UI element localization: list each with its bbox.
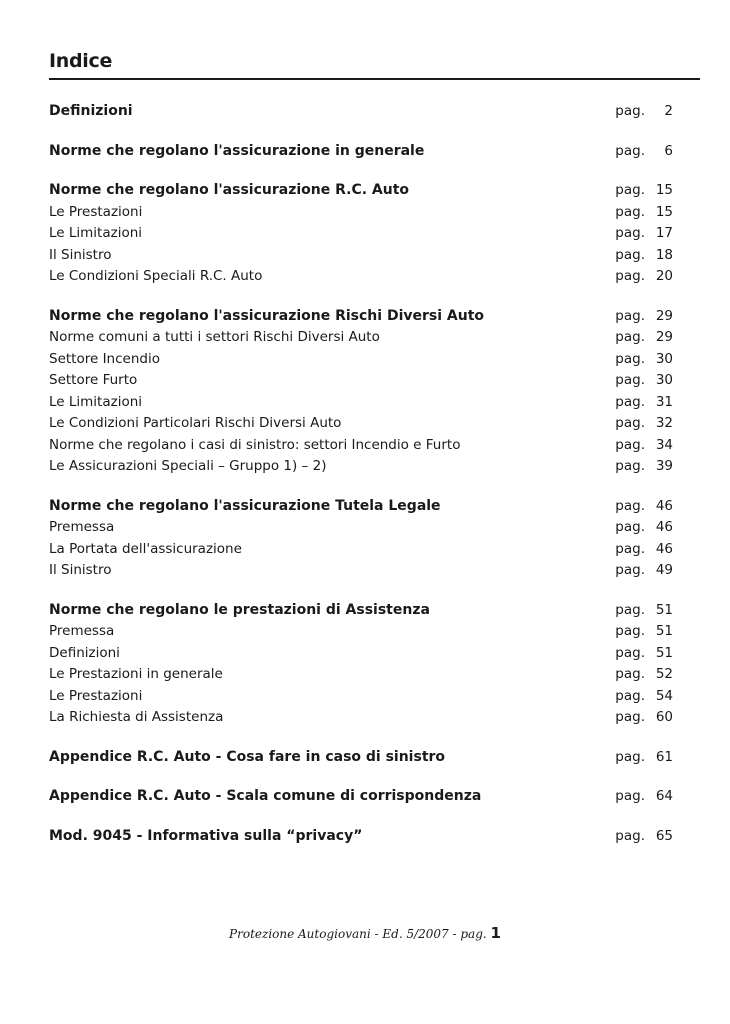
toc-entry[interactable] xyxy=(49,560,673,582)
footer-page-number: 1 xyxy=(490,924,501,942)
toc-page-number: 46 xyxy=(655,519,673,535)
toc-entry[interactable] xyxy=(49,370,673,392)
toc-page-number: 65 xyxy=(655,827,673,844)
toc-page-number: 32 xyxy=(655,415,673,431)
toc-page-number: 18 xyxy=(655,246,673,263)
toc-page-number: 20 xyxy=(655,268,673,284)
toc-section-heading[interactable] xyxy=(49,101,673,123)
toc-page-prefix: pag. xyxy=(615,350,645,367)
toc-page-prefix: pag. xyxy=(615,372,645,388)
toc-page-prefix: pag. xyxy=(615,827,645,844)
footer-text: Protezione Autogiovani - Ed. 5/2007 - pag. xyxy=(229,927,487,941)
toc-page-prefix: pag. xyxy=(615,203,645,220)
toc-entry-label: Le Limitazioni xyxy=(49,393,143,410)
toc-group xyxy=(49,101,673,123)
toc-page-number: 39 xyxy=(655,458,673,474)
toc-page-number: 30 xyxy=(655,372,673,388)
title-rule xyxy=(49,78,700,80)
toc-page-number: 30 xyxy=(655,350,673,367)
toc-entry-label: Le Assicurazioni Speciali – Gruppo 1) – 2) xyxy=(49,458,327,474)
toc-page-number: 15 xyxy=(655,203,673,220)
toc-entry-label: Norme comuni a tutti i settori Rischi Diversi Auto xyxy=(49,329,380,345)
toc-entry-label: Definizioni xyxy=(49,644,120,661)
toc-entry-label: Norme che regolano l'assicurazione R.C. Auto xyxy=(49,182,410,198)
toc-entry-label: Settore Incendio xyxy=(49,350,160,367)
toc-entry-label: Le Condizioni Speciali R.C. Auto xyxy=(49,268,263,284)
toc-entry-label: Appendice R.C. Auto - Scala comune di corrispondenza xyxy=(49,788,482,804)
toc-page-prefix: pag. xyxy=(615,182,645,198)
toc-page-number: 17 xyxy=(655,225,673,241)
toc-entry[interactable] xyxy=(49,349,673,371)
toc-entry-label: Norme che regolano l'assicurazione in generale xyxy=(49,142,425,159)
toc-page-number: 46 xyxy=(655,497,673,514)
toc-page-prefix: pag. xyxy=(615,788,645,804)
toc-page-prefix: pag. xyxy=(615,562,645,578)
toc-entry[interactable] xyxy=(49,266,673,288)
toc-page-prefix: pag. xyxy=(615,415,645,431)
toc-entry[interactable] xyxy=(49,643,673,665)
toc-page-number: 54 xyxy=(655,687,673,704)
toc-page-prefix: pag. xyxy=(615,601,645,618)
toc-page-number: 51 xyxy=(655,601,673,618)
toc-page-prefix: pag. xyxy=(615,246,645,263)
toc-entry[interactable] xyxy=(49,245,673,267)
toc-group xyxy=(49,747,673,769)
toc-section-heading[interactable] xyxy=(49,496,673,518)
toc-page-prefix: pag. xyxy=(615,497,645,514)
toc-page-prefix: pag. xyxy=(615,142,645,159)
toc-page-number: 52 xyxy=(655,666,673,682)
toc-page-prefix: pag. xyxy=(615,709,645,725)
page-footer xyxy=(0,924,730,942)
toc-entry-label: Il Sinistro xyxy=(49,246,112,263)
toc-group xyxy=(49,180,673,288)
toc-section-heading[interactable] xyxy=(49,141,673,163)
toc-section-heading[interactable] xyxy=(49,306,673,328)
toc-page-number: 29 xyxy=(655,307,673,324)
toc-entry-label: Le Prestazioni xyxy=(49,203,143,220)
toc-page-number: 64 xyxy=(655,788,673,804)
toc-entry[interactable] xyxy=(49,621,673,643)
table-of-contents xyxy=(49,101,673,865)
toc-entry-label: Le Condizioni Particolari Rischi Diversi Auto xyxy=(49,415,342,431)
toc-section-heading[interactable] xyxy=(49,747,673,769)
toc-page-number: 6 xyxy=(664,142,673,159)
toc-page-prefix: pag. xyxy=(615,225,645,241)
toc-page-prefix: pag. xyxy=(615,268,645,284)
toc-entry[interactable] xyxy=(49,686,673,708)
toc-entry-label: Norme che regolano le prestazioni di Assistenza xyxy=(49,601,430,618)
toc-section-heading[interactable] xyxy=(49,826,673,848)
toc-entry-label: Norme che regolano l'assicurazione Rischi Diversi Auto xyxy=(49,307,485,324)
toc-page-prefix: pag. xyxy=(615,307,645,324)
toc-section-heading[interactable] xyxy=(49,600,673,622)
toc-page-number: 61 xyxy=(655,748,673,765)
toc-group xyxy=(49,306,673,478)
toc-entry[interactable] xyxy=(49,664,673,686)
page-title: Indice xyxy=(49,50,113,72)
toc-section-heading[interactable] xyxy=(49,786,673,808)
toc-entry-label: Settore Furto xyxy=(49,372,138,388)
toc-entry-label: Definizioni xyxy=(49,103,133,119)
toc-entry-label: Il Sinistro xyxy=(49,562,112,578)
toc-entry[interactable] xyxy=(49,392,673,414)
toc-entry-label: Norme che regolano i casi di sinistro: settori Incendio e Furto xyxy=(49,436,461,453)
toc-entry-label: Le Prestazioni xyxy=(49,687,143,704)
toc-entry-label: La Portata dell'assicurazione xyxy=(49,540,242,557)
toc-entry-label: Premessa xyxy=(49,623,115,639)
toc-entry-label: Mod. 9045 - Informativa sulla “privacy” xyxy=(49,827,363,844)
toc-entry[interactable] xyxy=(49,707,673,729)
toc-page-prefix: pag. xyxy=(615,644,645,661)
toc-page-prefix: pag. xyxy=(615,458,645,474)
toc-entry-label: Le Prestazioni in generale xyxy=(49,666,223,682)
toc-entry-label: Appendice R.C. Auto - Cosa fare in caso di sinistro xyxy=(49,748,446,765)
toc-page-prefix: pag. xyxy=(615,666,645,682)
toc-page-number: 29 xyxy=(655,329,673,345)
toc-page-number: 34 xyxy=(655,436,673,453)
toc-entry[interactable] xyxy=(49,456,673,478)
toc-entry[interactable] xyxy=(49,539,673,561)
toc-page-number: 51 xyxy=(655,644,673,661)
toc-page-number: 51 xyxy=(655,623,673,639)
toc-page-number: 15 xyxy=(655,182,673,198)
toc-section-heading[interactable] xyxy=(49,180,673,202)
toc-entry[interactable] xyxy=(49,327,673,349)
toc-page-prefix: pag. xyxy=(615,748,645,765)
toc-page-prefix: pag. xyxy=(615,329,645,345)
toc-entry-label: Le Limitazioni xyxy=(49,225,143,241)
toc-group xyxy=(49,600,673,729)
toc-entry[interactable] xyxy=(49,517,673,539)
toc-page-number: 49 xyxy=(655,562,673,578)
toc-entry[interactable] xyxy=(49,413,673,435)
toc-group xyxy=(49,496,673,582)
toc-group xyxy=(49,826,673,848)
toc-page-prefix: pag. xyxy=(615,436,645,453)
toc-entry[interactable] xyxy=(49,223,673,245)
toc-group xyxy=(49,786,673,808)
toc-page-number: 31 xyxy=(655,393,673,410)
toc-page-prefix: pag. xyxy=(615,540,645,557)
toc-page-number: 60 xyxy=(655,709,673,725)
toc-page-number: 46 xyxy=(655,540,673,557)
toc-entry[interactable] xyxy=(49,435,673,457)
toc-group xyxy=(49,141,673,163)
toc-page-prefix: pag. xyxy=(615,687,645,704)
toc-entry-label: Norme che regolano l'assicurazione Tutela Legale xyxy=(49,497,441,514)
toc-page-prefix: pag. xyxy=(615,623,645,639)
toc-page-prefix: pag. xyxy=(615,393,645,410)
toc-entry[interactable] xyxy=(49,202,673,224)
toc-entry-label: La Richiesta di Assistenza xyxy=(49,709,224,725)
toc-page-number: 2 xyxy=(664,103,673,119)
toc-page-prefix: pag. xyxy=(615,103,645,119)
toc-entry-label: Premessa xyxy=(49,519,115,535)
toc-page-prefix: pag. xyxy=(615,519,645,535)
